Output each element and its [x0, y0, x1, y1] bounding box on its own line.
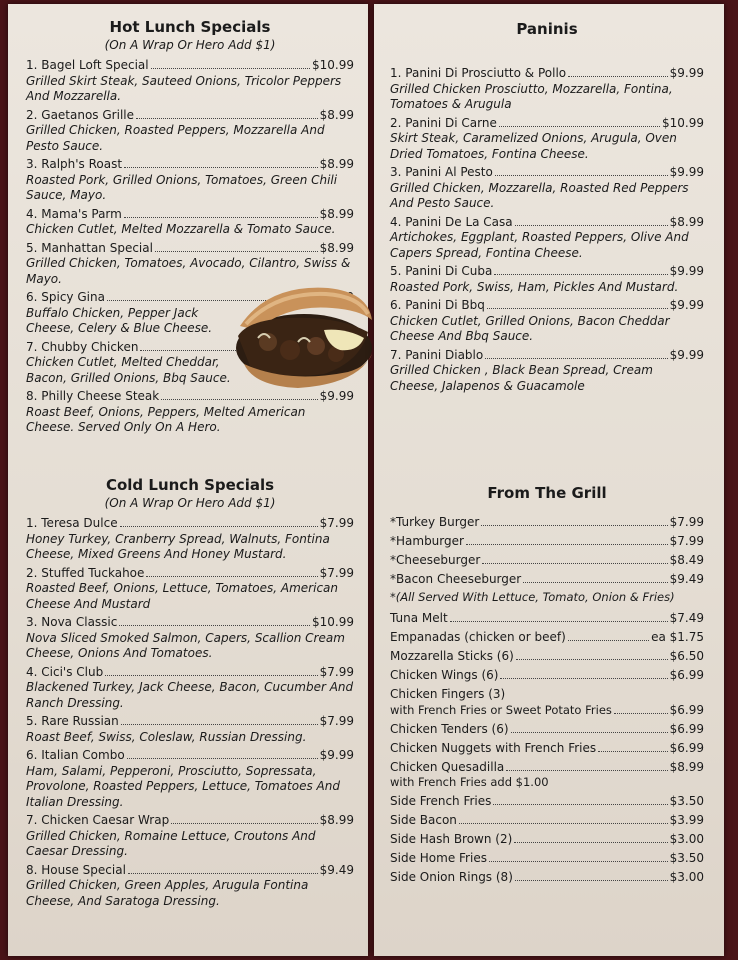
item-name: 2. Panini Di Carne: [390, 115, 497, 130]
item-price: $8.99: [319, 240, 354, 255]
item-price: $9.99: [669, 264, 704, 278]
item-name: 3. Nova Classic: [26, 615, 118, 629]
menu-item-header: [26, 207, 354, 223]
menu-item: [26, 157, 354, 204]
grill-item: [390, 869, 704, 885]
dot-leader: [506, 770, 667, 771]
dot-leader: [171, 823, 317, 824]
item-price: $6.99: [669, 741, 704, 755]
menu-item-header: [26, 748, 354, 764]
item-price: $8.99: [669, 214, 704, 229]
menu-item-header: [26, 108, 354, 124]
item-description: Grilled Chicken, Romaine Lettuce, Croutons And Caesar Dressing.: [26, 828, 316, 858]
item-price: $9.99: [319, 389, 354, 403]
item-price: $9.99: [669, 298, 704, 312]
item-price: $8.99: [669, 760, 704, 774]
menu-item: [26, 813, 354, 860]
menu-item-header: [26, 615, 354, 631]
item-price: $9.49: [669, 572, 704, 586]
item-price: ea $1.75: [651, 630, 704, 644]
menu-item: [26, 58, 354, 105]
item-description: Chicken Cutlet, Grilled Onions, Bacon Cheddar Cheese And Bbq Sauce.: [390, 313, 670, 343]
item-name: *Bacon Cheeseburger: [390, 572, 522, 586]
item-description: Chicken Cutlet, Melted Mozzarella & Tomato Sauce.: [26, 222, 336, 236]
item-price: $9.99: [669, 347, 704, 362]
dot-leader: [515, 880, 668, 881]
dot-leader: [568, 76, 668, 77]
dot-leader: [482, 563, 667, 564]
dot-leader: [598, 751, 668, 752]
item-name: 7. Panini Diablo: [390, 347, 484, 362]
dot-leader: [511, 732, 668, 733]
item-name: 5. Rare Russian: [26, 714, 119, 728]
item-name: 7. Chicken Caesar Wrap: [26, 813, 170, 827]
menu-item-header: [390, 348, 704, 364]
item-price: $7.49: [669, 611, 704, 625]
dot-leader: [161, 399, 317, 400]
item-description: Honey Turkey, Cranberry Spread, Walnuts, Fontina Cheese, Mixed Greens And Honey Mustard.: [26, 531, 330, 561]
menu-item: [26, 714, 354, 745]
menu-item: [390, 165, 704, 212]
item-price: $3.00: [669, 870, 704, 884]
item-price: $8.99: [319, 813, 354, 827]
item-price: $6.99: [669, 722, 704, 736]
menu-item-header: [26, 863, 354, 879]
item-name: Empanadas (chicken or beef): [390, 630, 566, 644]
dot-leader: [487, 308, 668, 309]
item-description: Nova Sliced Smoked Salmon, Capers, Scallion Cream Cheese, Onions And Tomatoes.: [26, 630, 345, 660]
item-description: Roast Beef, Onions, Peppers, Melted American Cheese. Served Only On A Hero.: [26, 404, 306, 434]
dot-leader: [146, 576, 317, 577]
item-name: 6. Italian Combo: [26, 748, 125, 762]
item-name: Side Bacon: [390, 813, 457, 827]
item-name: *Turkey Burger: [390, 515, 480, 529]
item-description: Blackened Turkey, Jack Cheese, Bacon, Cucumber And Ranch Dressing.: [26, 680, 354, 710]
item-price: $9.99: [669, 165, 704, 179]
item-price: $10.99: [662, 115, 704, 130]
item-name: 4. Cici's Club: [26, 664, 104, 679]
item-description: Buffalo Chicken, Pepper Jack Cheese, Celery & Blue Cheese.: [26, 305, 213, 335]
item-name: 6. Panini Di Bbq: [390, 298, 485, 312]
cold-lunch-section: [26, 476, 354, 912]
item-price: $8.49: [669, 553, 704, 567]
item-price: $9.49: [319, 862, 354, 877]
menu-item-header: [26, 813, 354, 829]
dot-leader: [121, 724, 318, 725]
menu-item-header: [26, 665, 354, 681]
item-description: Grilled Chicken, Roasted Peppers, Mozzarella And Pesto Sauce.: [26, 123, 325, 153]
menu-item-header: [26, 157, 354, 173]
item-name: 1. Panini Di Prosciutto & Pollo: [390, 66, 567, 80]
item-price: $7.99: [319, 714, 354, 728]
menu-item-header: [26, 516, 354, 532]
item-description: Grilled Skirt Steak, Sauteed Onions, Tricolor Peppers And Mozzarella.: [26, 73, 342, 103]
dot-leader: [568, 640, 649, 641]
dot-leader: [155, 251, 318, 252]
item-description: Artichokes, Eggplant, Roasted Peppers, Olive And Capers Spread, Fontina Cheese.: [390, 230, 689, 260]
menu-item-header: [390, 165, 704, 181]
dot-leader: [127, 758, 318, 759]
dot-leader: [500, 678, 667, 679]
menu-item: [26, 665, 354, 712]
menu-item: [26, 566, 354, 613]
item-name: 8. House Special: [26, 862, 126, 877]
item-name: *Hamburger: [390, 534, 464, 548]
left-menu-panel: [8, 4, 368, 956]
item-price: $6.99: [669, 703, 704, 717]
grill-item: [390, 759, 704, 775]
quesadilla-subtext: with French Fries add $1.00: [390, 775, 549, 789]
item-name: Chicken Quesadilla: [390, 760, 505, 774]
menu-item-header: [390, 66, 704, 82]
dot-leader: [515, 225, 668, 226]
item-price: $7.99: [319, 565, 354, 580]
item-price: $8.99: [319, 157, 354, 171]
dot-leader: [485, 358, 667, 359]
grill-item: [390, 793, 704, 809]
grill-section: [390, 484, 704, 888]
item-name: Mozzarella Sticks (6): [390, 649, 514, 663]
item-price: $3.99: [669, 813, 704, 827]
grill-item: [390, 552, 704, 568]
grill-item: [390, 667, 704, 683]
grill-item: [390, 610, 704, 626]
item-name: Chicken Wings (6): [390, 668, 499, 682]
dot-leader: [128, 873, 318, 874]
menu-item: [390, 66, 704, 113]
menu-item: [390, 298, 704, 345]
item-name: 2. Stuffed Tuckahoe: [26, 565, 145, 580]
item-price: $7.99: [669, 534, 704, 548]
grill-item: [390, 721, 704, 737]
item-name: 6. Spicy Gina: [26, 290, 105, 304]
menu-item: [26, 516, 354, 563]
item-name: 1. Teresa Dulce: [26, 516, 118, 530]
dot-leader: [495, 175, 668, 176]
item-price: $7.99: [669, 515, 704, 529]
right-menu-panel: [374, 4, 724, 956]
item-price: $3.00: [669, 832, 704, 846]
menu-item: [26, 748, 354, 810]
item-name: 4. Panini De La Casa: [390, 214, 513, 229]
item-name: Side Onion Rings (8): [390, 870, 513, 884]
dot-leader: [516, 659, 668, 660]
menu-item-header: [390, 298, 704, 314]
menu-item-header: [26, 241, 354, 257]
grill-item: [390, 831, 704, 847]
item-description: Grilled Chicken , Black Bean Spread, Cream Cheese, Jalapenos & Guacamole: [390, 363, 653, 393]
dot-leader: [136, 118, 318, 119]
cold-lunch-title: Cold Lunch Specials: [105, 476, 275, 494]
item-description: Grilled Chicken, Mozzarella, Roasted Red Peppers And Pesto Sauce.: [390, 180, 689, 210]
menu-item: [390, 348, 704, 395]
dot-leader: [514, 842, 667, 843]
item-price: $6.50: [669, 649, 704, 663]
dot-leader: [120, 526, 318, 527]
item-description: Ham, Salami, Pepperoni, Prosciutto, Sopressata, Provolone, Roasted Peppers, Lettuce, Tomatoes And Italian Dressing.: [26, 763, 340, 809]
item-price: $6.99: [669, 668, 704, 682]
item-name: Chicken Fingers (3): [390, 687, 506, 701]
dot-leader: [450, 621, 668, 622]
menu-item-header: [26, 58, 354, 74]
item-price: $9.99: [669, 66, 704, 80]
dot-leader: [614, 713, 668, 714]
item-name: 3. Panini Al Pesto: [390, 165, 493, 179]
item-name: Chicken Tenders (6): [390, 722, 509, 736]
item-description: Chicken Cutlet, Melted Cheddar, Bacon, Grilled Onions, Bbq Sauce.: [26, 355, 231, 385]
item-name: 4. Mama's Parm: [26, 206, 122, 221]
item-name: Chicken Nuggets with French Fries: [390, 741, 597, 755]
item-price: $10.99: [312, 58, 354, 72]
hot-lunch-subtitle: (On A Wrap Or Hero Add $1): [104, 38, 276, 52]
menu-item-header: [390, 215, 704, 231]
cold-lunch-subtitle: (On A Wrap Or Hero Add $1): [104, 496, 276, 510]
dot-leader: [124, 167, 318, 168]
sandwich-photo: [228, 280, 374, 392]
item-description: Roasted Pork, Swiss, Ham, Pickles And Mustard.: [390, 279, 679, 294]
item-name: 2. Gaetanos Grille: [26, 107, 134, 122]
paninis-section: [390, 20, 704, 397]
paninis-title: Paninis: [516, 20, 578, 38]
menu-item-header: [26, 566, 354, 582]
item-subtext: with French Fries or Sweet Potato Fries: [390, 703, 612, 717]
grill-item: [390, 571, 704, 587]
menu-item: [26, 207, 354, 238]
dot-leader: [489, 861, 668, 862]
item-price: $7.99: [319, 516, 354, 530]
menu-item: [390, 264, 704, 295]
grill-item: [390, 850, 704, 866]
menu-item-header: [390, 116, 704, 132]
item-name: 7. Chubby Chicken: [26, 339, 139, 354]
item-name: Side Hash Brown (2): [390, 832, 513, 846]
menu-item: [26, 863, 354, 910]
burger-note: *(All Served With Lettuce, Tomato, Onion & Fries): [390, 590, 675, 604]
item-description: Skirt Steak, Caramelized Onions, Arugula, Oven Dried Tomatoes, Fontina Cheese.: [390, 131, 677, 161]
item-name: 5. Manhattan Special: [26, 240, 153, 255]
item-description: Grilled Chicken, Tomatoes, Avocado, Cilantro, Swiss & Mayo.: [26, 256, 351, 286]
item-name: 3. Ralph's Roast: [26, 157, 123, 171]
item-price: $8.99: [319, 206, 354, 221]
dot-leader: [494, 274, 667, 275]
chicken-fingers-item: [390, 686, 704, 718]
item-name: Side French Fries: [390, 794, 492, 808]
item-price: $10.99: [312, 615, 354, 629]
grill-item: [390, 533, 704, 549]
item-name: 8. Philly Cheese Steak: [26, 389, 160, 403]
item-description: Grilled Chicken Prosciutto, Mozzarella, Fontina, Tomatoes & Arugula: [390, 81, 673, 111]
menu-item: [390, 116, 704, 163]
dot-leader: [499, 126, 660, 127]
grill-item: [390, 740, 704, 756]
menu-item: [26, 615, 354, 662]
grill-item: [390, 514, 704, 530]
menu-item: [26, 389, 354, 436]
item-price: $3.50: [669, 851, 704, 865]
menu-item-header: [26, 714, 354, 730]
item-description: Roast Beef, Swiss, Coleslaw, Russian Dressing.: [26, 729, 307, 744]
item-name: *Cheeseburger: [390, 553, 481, 567]
dot-leader: [493, 804, 667, 805]
dot-leader: [481, 525, 667, 526]
item-description: Roasted Beef, Onions, Lettuce, Tomatoes, American Cheese And Mustard: [26, 581, 338, 611]
grill-title: From The Grill: [487, 484, 607, 502]
item-price: $8.99: [319, 107, 354, 122]
dot-leader: [523, 582, 667, 583]
dot-leader: [151, 68, 310, 69]
grill-item: [390, 812, 704, 828]
item-description: Roasted Pork, Grilled Onions, Tomatoes, Green Chili Sauce, Mayo.: [26, 172, 338, 202]
dot-leader: [124, 217, 318, 218]
item-price: $9.99: [319, 748, 354, 762]
item-price: $7.99: [319, 664, 354, 679]
grill-item: [390, 629, 704, 645]
dot-leader: [105, 675, 317, 676]
item-price: $3.50: [669, 794, 704, 808]
menu-item: [390, 215, 704, 262]
item-name: Tuna Melt: [390, 611, 448, 625]
dot-leader: [119, 625, 310, 626]
menu-item: [26, 108, 354, 155]
hot-lunch-title: Hot Lunch Specials: [109, 18, 271, 36]
grill-item: [390, 648, 704, 664]
item-name: Side Home Fries: [390, 851, 487, 865]
item-name: 1. Bagel Loft Special: [26, 58, 149, 72]
item-name: 5. Panini Di Cuba: [390, 264, 493, 278]
menu-item-header: [390, 264, 704, 280]
item-description: Grilled Chicken, Green Apples, Arugula Fontina Cheese, And Saratoga Dressing.: [26, 878, 309, 908]
dot-leader: [466, 544, 668, 545]
dot-leader: [459, 823, 668, 824]
